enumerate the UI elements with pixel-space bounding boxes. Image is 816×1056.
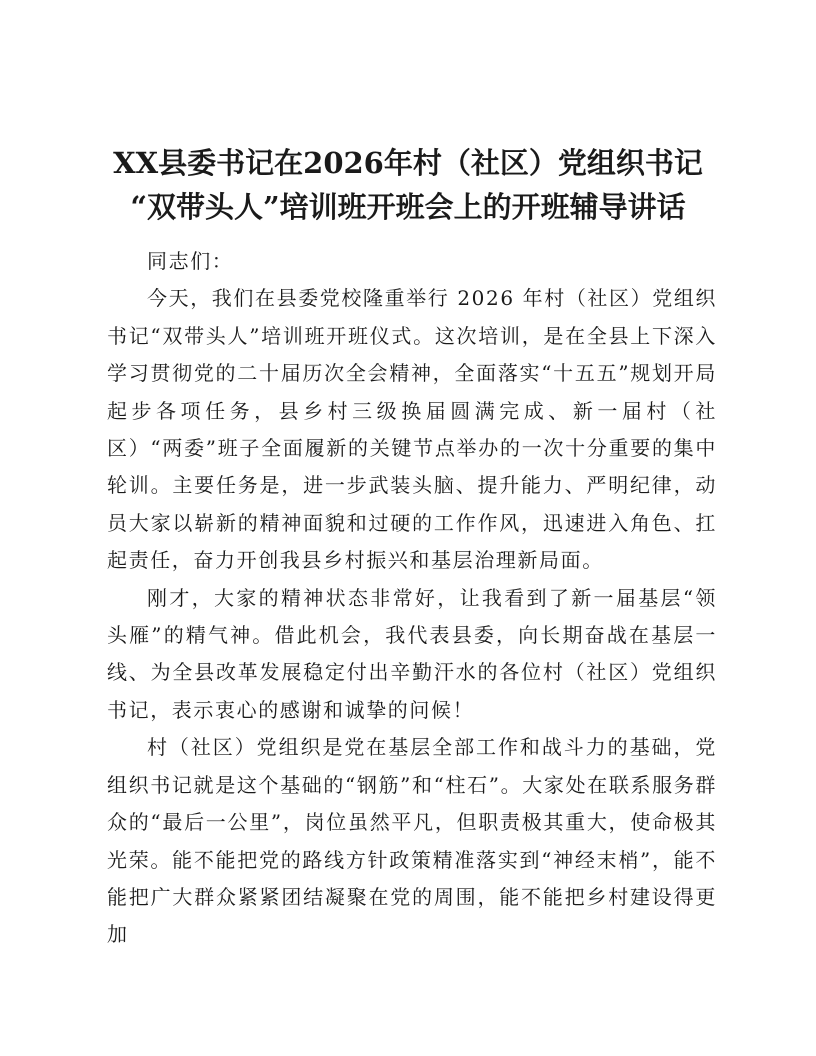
paragraph: 村（社区）党组织是党在基层全部工作和战斗力的基础，党组织书记就是这个基础的“钢筋”和“柱石”。大家处在联系服务群众的“最后一公里”，岗位虽然平凡，但职责极其重大，使命极其光荣。能不能把党的路线方针政策精准落实到“神经末梢”，能不能把广大群众紧紧团结凝聚在党的周围，能不能把乡村建设得更加 xyxy=(107,735,717,947)
paragraph: 今天，我们在县委党校隆重举行 2026 年村（社区）党组织书记“双带头人”培训班开班仪式。这次培训，是在全县上下深入学习贯彻党的二十届历次全会精神，全面落实“十五五”规划开局起步各项任务，县乡村三级换届圆满完成、新一届村（社区）“两委”班子全面履新的关键节点举办的一次十分重要的集中轮训。主要任务是，进一步武装头脑、提升能力、严明纪律，动员大家以崭新的精神面貌和过硬的工作作风，迅速进入角色、扛起责任，奋力开创我县乡村振兴和基层治理新局面。 xyxy=(107,286,718,573)
document-title-line-1: XX县委书记在2026年村（社区）党组织书记 xyxy=(113,146,703,180)
paragraph: 刚才，大家的精神状态非常好，让我看到了新一届基层“领头雁”的精气神。借此机会，我代表县委，向长期奋战在基层一线、为全县改革发展稳定付出辛勤汗水的各位村（社区）党组织书记，表示衷心的感谢和诚挚的问候！ xyxy=(107,585,717,722)
document-body xyxy=(107,243,717,954)
document-title-line-2: “双带头人”培训班开班会上的开班辅导讲话 xyxy=(130,190,686,224)
paragraph-salutation: 同志们： xyxy=(147,249,234,273)
